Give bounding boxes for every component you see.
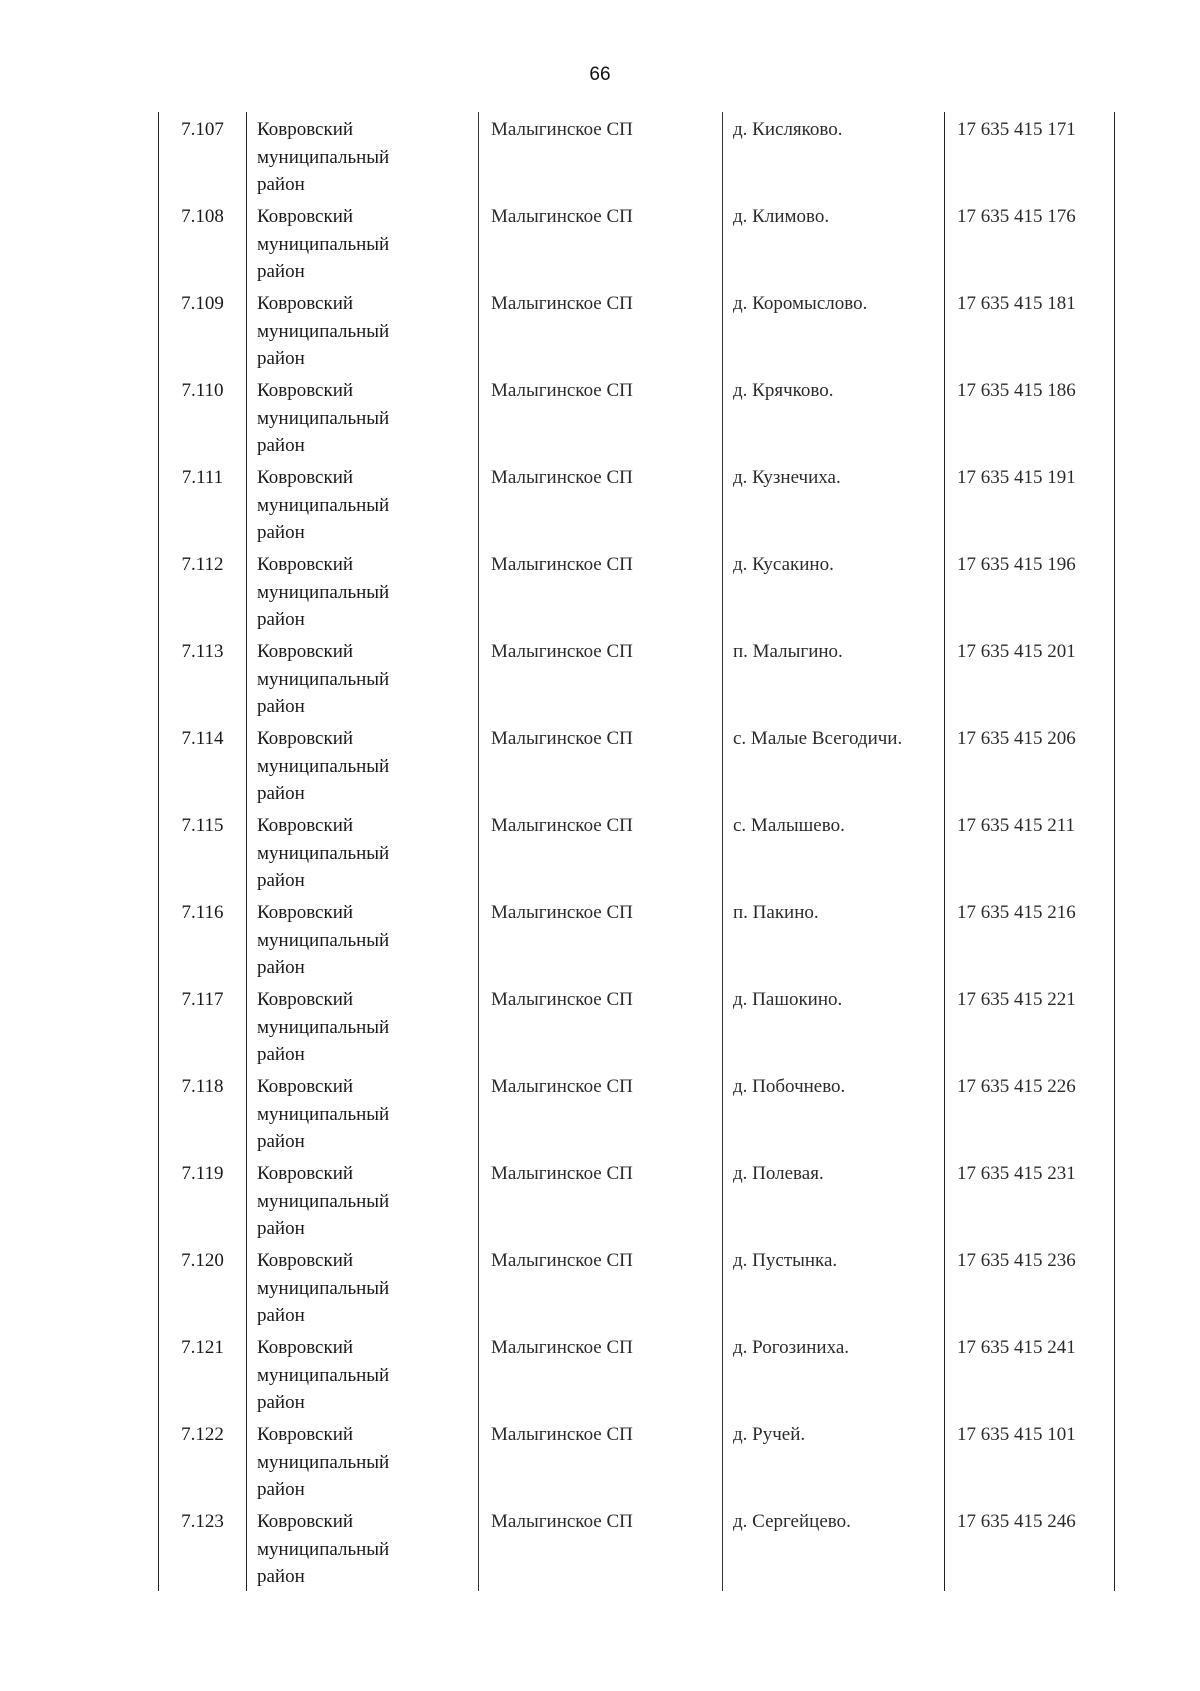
- table-body: [159, 112, 1115, 1591]
- municipality-line: муниципальный: [257, 1538, 390, 1560]
- municipality-line: район: [257, 1044, 305, 1065]
- municipality-cell: [247, 1330, 479, 1417]
- municipality-line: район: [257, 1218, 305, 1239]
- oktmo-code-cell: 17 635 415 241: [945, 1330, 1115, 1417]
- municipality-cell: [247, 1504, 479, 1591]
- municipality-line: муниципальный: [257, 929, 390, 951]
- table-row: [159, 1330, 1115, 1417]
- row-number: 7.110: [159, 373, 247, 460]
- locality-cell: д. Климово.: [723, 199, 945, 286]
- locality-table: [158, 112, 1115, 1591]
- oktmo-code-cell: 17 635 415 181: [945, 286, 1115, 373]
- locality-cell: д. Пашокино.: [723, 982, 945, 1069]
- municipality-line: Ковровский: [257, 815, 354, 836]
- settlement-cell: Малыгинское СП: [479, 1504, 723, 1591]
- locality-cell: д. Кусакино.: [723, 547, 945, 634]
- municipality-line: муниципальный: [257, 755, 390, 777]
- municipality-cell: [247, 634, 479, 721]
- oktmo-code-cell: 17 635 415 191: [945, 460, 1115, 547]
- municipality-line: район: [257, 435, 305, 456]
- table-row: [159, 1417, 1115, 1504]
- municipality-cell: [247, 1156, 479, 1243]
- oktmo-code-cell: 17 635 415 226: [945, 1069, 1115, 1156]
- municipality-line: Ковровский: [257, 1250, 354, 1271]
- locality-cell: д. Ручей.: [723, 1417, 945, 1504]
- settlement-cell: Малыгинское СП: [479, 286, 723, 373]
- municipality-line: муниципальный: [257, 1364, 390, 1386]
- municipality-line: муниципальный: [257, 407, 390, 429]
- municipality-line: район: [257, 1305, 305, 1326]
- row-number: 7.112: [159, 547, 247, 634]
- locality-cell: д. Кисляково.: [723, 112, 945, 199]
- municipality-line: муниципальный: [257, 320, 390, 342]
- municipality-line: Ковровский: [257, 1337, 354, 1358]
- municipality-line: муниципальный: [257, 1277, 390, 1299]
- locality-cell: п. Малыгино.: [723, 634, 945, 721]
- municipality-line: Ковровский: [257, 293, 354, 314]
- oktmo-code-cell: 17 635 415 171: [945, 112, 1115, 199]
- row-number: 7.122: [159, 1417, 247, 1504]
- municipality-cell: [247, 721, 479, 808]
- municipality-cell: [247, 286, 479, 373]
- table-row: [159, 547, 1115, 634]
- municipality-line: Ковровский: [257, 206, 354, 227]
- municipality-line: муниципальный: [257, 581, 390, 603]
- oktmo-code-cell: 17 635 415 221: [945, 982, 1115, 1069]
- settlement-cell: Малыгинское СП: [479, 1069, 723, 1156]
- settlement-cell: Малыгинское СП: [479, 634, 723, 721]
- municipality-cell: [247, 460, 479, 547]
- municipality-cell: [247, 112, 479, 199]
- municipality-cell: [247, 1243, 479, 1330]
- municipality-line: муниципальный: [257, 1190, 390, 1212]
- municipality-line: Ковровский: [257, 380, 354, 401]
- row-number: 7.117: [159, 982, 247, 1069]
- municipality-line: район: [257, 1392, 305, 1413]
- locality-cell: д. Пустынка.: [723, 1243, 945, 1330]
- municipality-line: Ковровский: [257, 728, 354, 749]
- municipality-cell: [247, 373, 479, 460]
- municipality-line: район: [257, 174, 305, 195]
- table-row: [159, 1156, 1115, 1243]
- locality-cell: д. Сергейцево.: [723, 1504, 945, 1591]
- municipality-line: муниципальный: [257, 1451, 390, 1473]
- table-row: [159, 112, 1115, 199]
- municipality-line: Ковровский: [257, 1076, 354, 1097]
- table-row: [159, 460, 1115, 547]
- table-row: [159, 982, 1115, 1069]
- municipality-cell: [247, 547, 479, 634]
- page-number: 66: [589, 64, 611, 85]
- municipality-line: муниципальный: [257, 668, 390, 690]
- municipality-line: район: [257, 1479, 305, 1500]
- row-number: 7.111: [159, 460, 247, 547]
- table-row: [159, 895, 1115, 982]
- municipality-line: район: [257, 957, 305, 978]
- row-number: 7.123: [159, 1504, 247, 1591]
- municipality-line: район: [257, 1566, 305, 1587]
- municipality-line: Ковровский: [257, 1424, 354, 1445]
- table-row: [159, 808, 1115, 895]
- municipality-line: район: [257, 783, 305, 804]
- locality-cell: д. Полевая.: [723, 1156, 945, 1243]
- settlement-cell: Малыгинское СП: [479, 1243, 723, 1330]
- oktmo-code-cell: 17 635 415 236: [945, 1243, 1115, 1330]
- municipality-cell: [247, 199, 479, 286]
- municipality-cell: [247, 1417, 479, 1504]
- municipality-cell: [247, 808, 479, 895]
- table-row: [159, 1243, 1115, 1330]
- row-number: 7.121: [159, 1330, 247, 1417]
- settlement-cell: Малыгинское СП: [479, 895, 723, 982]
- row-number: 7.114: [159, 721, 247, 808]
- locality-cell: д. Рогозиниха.: [723, 1330, 945, 1417]
- municipality-line: муниципальный: [257, 494, 390, 516]
- locality-cell: д. Кузнечиха.: [723, 460, 945, 547]
- oktmo-code-cell: 17 635 415 201: [945, 634, 1115, 721]
- municipality-line: Ковровский: [257, 1511, 354, 1532]
- municipality-line: Ковровский: [257, 641, 354, 662]
- municipality-cell: [247, 895, 479, 982]
- row-number: 7.108: [159, 199, 247, 286]
- municipality-line: Ковровский: [257, 119, 354, 140]
- municipality-cell: [247, 1069, 479, 1156]
- settlement-cell: Малыгинское СП: [479, 721, 723, 808]
- municipality-line: муниципальный: [257, 146, 390, 168]
- municipality-line: Ковровский: [257, 1163, 354, 1184]
- locality-cell: д. Коромыслово.: [723, 286, 945, 373]
- municipality-line: муниципальный: [257, 842, 390, 864]
- row-number: 7.107: [159, 112, 247, 199]
- table-row: [159, 721, 1115, 808]
- oktmo-code-cell: 17 635 415 101: [945, 1417, 1115, 1504]
- settlement-cell: Малыгинское СП: [479, 547, 723, 634]
- settlement-cell: Малыгинское СП: [479, 1156, 723, 1243]
- locality-cell: с. Малышево.: [723, 808, 945, 895]
- settlement-cell: Малыгинское СП: [479, 460, 723, 547]
- municipality-line: Ковровский: [257, 989, 354, 1010]
- municipality-cell: [247, 982, 479, 1069]
- municipality-line: район: [257, 348, 305, 369]
- municipality-line: район: [257, 870, 305, 891]
- municipality-line: муниципальный: [257, 233, 390, 255]
- oktmo-code-cell: 17 635 415 231: [945, 1156, 1115, 1243]
- oktmo-code-cell: 17 635 415 206: [945, 721, 1115, 808]
- municipality-line: Ковровский: [257, 467, 354, 488]
- row-number: 7.113: [159, 634, 247, 721]
- municipality-line: Ковровский: [257, 902, 354, 923]
- settlement-cell: Малыгинское СП: [479, 1417, 723, 1504]
- oktmo-code-cell: 17 635 415 196: [945, 547, 1115, 634]
- oktmo-code-cell: 17 635 415 176: [945, 199, 1115, 286]
- locality-cell: п. Пакино.: [723, 895, 945, 982]
- oktmo-code-cell: 17 635 415 246: [945, 1504, 1115, 1591]
- municipality-line: Ковровский: [257, 554, 354, 575]
- row-number: 7.118: [159, 1069, 247, 1156]
- settlement-cell: Малыгинское СП: [479, 199, 723, 286]
- settlement-cell: Малыгинское СП: [479, 982, 723, 1069]
- municipality-line: район: [257, 696, 305, 717]
- municipality-line: муниципальный: [257, 1016, 390, 1038]
- table-row: [159, 1069, 1115, 1156]
- row-number: 7.120: [159, 1243, 247, 1330]
- locality-cell: с. Малые Всегодичи.: [723, 721, 945, 808]
- table-row: [159, 634, 1115, 721]
- oktmo-code-cell: 17 635 415 216: [945, 895, 1115, 982]
- row-number: 7.119: [159, 1156, 247, 1243]
- table-row: [159, 1504, 1115, 1591]
- oktmo-code-cell: 17 635 415 186: [945, 373, 1115, 460]
- table-row: [159, 373, 1115, 460]
- municipality-line: район: [257, 261, 305, 282]
- table-row: [159, 199, 1115, 286]
- settlement-cell: Малыгинское СП: [479, 808, 723, 895]
- municipality-line: муниципальный: [257, 1103, 390, 1125]
- table-row: [159, 286, 1115, 373]
- settlement-cell: Малыгинское СП: [479, 112, 723, 199]
- municipality-line: район: [257, 1131, 305, 1152]
- settlement-cell: Малыгинское СП: [479, 1330, 723, 1417]
- settlement-cell: Малыгинское СП: [479, 373, 723, 460]
- locality-cell: д. Крячково.: [723, 373, 945, 460]
- municipality-line: район: [257, 609, 305, 630]
- municipality-line: район: [257, 522, 305, 543]
- oktmo-code-cell: 17 635 415 211: [945, 808, 1115, 895]
- row-number: 7.115: [159, 808, 247, 895]
- locality-cell: д. Побочнево.: [723, 1069, 945, 1156]
- row-number: 7.116: [159, 895, 247, 982]
- row-number: 7.109: [159, 286, 247, 373]
